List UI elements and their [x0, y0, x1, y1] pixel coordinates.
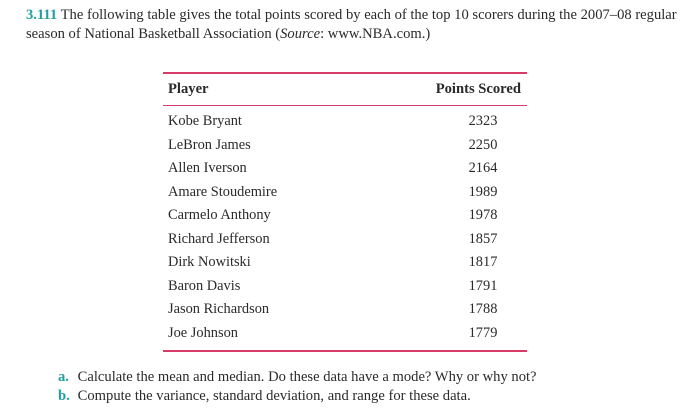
player-cell: Baron Davis — [168, 277, 241, 294]
table-bottom-rule — [163, 350, 527, 352]
points-cell: 1989 — [468, 183, 498, 200]
header-points: Points Scored — [435, 81, 521, 97]
points-cell: 1817 — [468, 254, 498, 271]
points-cell: 2164 — [468, 160, 498, 177]
table-row — [163, 204, 527, 228]
table-row — [163, 275, 527, 299]
table-row — [163, 110, 527, 134]
points-cell: 1779 — [468, 324, 498, 341]
question-item — [58, 387, 537, 406]
player-cell: Richard Jefferson — [168, 230, 270, 247]
table-row — [163, 181, 527, 205]
problem-text-after-source: : www.NBA.com.) — [320, 26, 431, 42]
problem-text-before-source: The following table gives the total points scored by each of the top 10 scorers during the 2007–08 regular season of National Basketball Association ( — [26, 7, 677, 42]
header-player: Player — [168, 81, 209, 97]
question-item — [58, 368, 537, 387]
source-label: Source — [280, 26, 321, 42]
table-row — [163, 134, 527, 158]
points-cell: 2323 — [468, 113, 498, 130]
question-text: Calculate the mean and median. Do these data have a mode? Why or why not? — [77, 369, 537, 385]
table-row — [163, 298, 527, 322]
table-body — [163, 106, 527, 350]
player-cell: Jason Richardson — [168, 301, 270, 318]
points-cell: 1788 — [468, 301, 498, 318]
question-letter: b. — [58, 388, 70, 404]
points-cell: 1857 — [468, 230, 498, 247]
table-row — [163, 157, 527, 181]
player-cell: LeBron James — [168, 136, 251, 153]
player-cell: Amare Stoudemire — [168, 183, 278, 200]
player-cell: Carmelo Anthony — [168, 207, 271, 224]
player-cell: Joe Johnson — [168, 324, 238, 341]
problem-number: 3.111 — [26, 7, 58, 23]
question-text: Compute the variance, standard deviation, and range for these data. — [77, 388, 471, 404]
table-row — [163, 228, 527, 252]
player-cell: Allen Iverson — [168, 160, 247, 177]
table-header — [163, 74, 527, 105]
problem-statement — [26, 6, 686, 44]
table-row — [163, 322, 527, 346]
table-row — [163, 251, 527, 275]
points-cell: 2250 — [468, 136, 498, 153]
points-table — [163, 72, 527, 352]
question-letter: a. — [58, 369, 69, 385]
points-cell: 1978 — [468, 207, 498, 224]
player-cell: Kobe Bryant — [168, 113, 242, 130]
question-list — [58, 368, 537, 406]
player-cell: Dirk Nowitski — [168, 254, 251, 271]
points-cell: 1791 — [468, 277, 498, 294]
